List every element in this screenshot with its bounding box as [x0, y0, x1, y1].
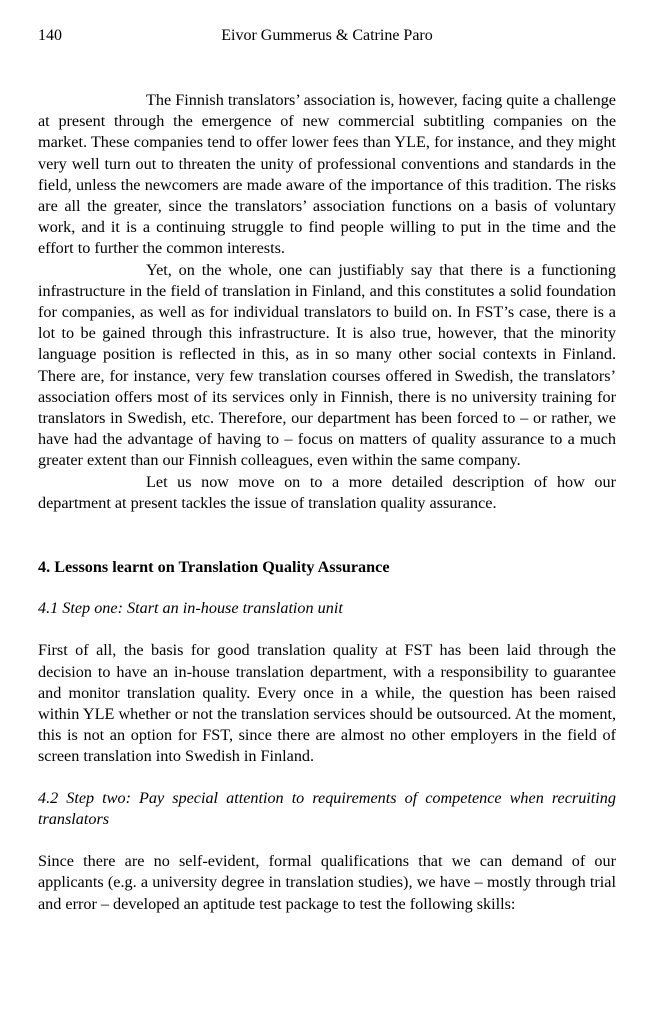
body-paragraph-3: Let us now move on to a more detailed description of how our department at present tackles the issue of translation quality assurance.	[38, 472, 616, 512]
section-heading: 4. Lessons learnt on Translation Quality Assurance	[38, 558, 390, 577]
page-number: 140	[38, 27, 62, 44]
subsection-heading-4-2: 4.2 Step two: Pay special attention to requirements of competence when recruiting translators	[38, 788, 616, 828]
subsection-4-2-paragraph: Since there are no self-evident, formal qualifications that we can demand of our applicants (e.g. a university degree in translation studies), we have – mostly through trial and error – developed an aptitude test package to test the following skills:	[38, 852, 616, 913]
page-header	[38, 25, 616, 47]
subsection-heading-4-1: 4.1 Step one: Start an in-house translation unit	[38, 599, 343, 618]
body-paragraph-2: Yet, on the whole, one can justifiably say that there is a functioning infrastructure in the field of translation in Finland, and this constitutes a solid foundation for companies, as well as for individual translators to build on. In FST’s case, there is a lot to be gained through this infrastructure. It is also true, however, that the minority language position is reflected in this, as in so many other social contexts in Finland. There are, for instance, very few translation courses offered in Swedish, the translators’ association offers most of its services only in Finnish, there is no university training for translators in Swedish, etc. Therefore, our department has been forced to – or rather, we have had the advantage of having to – focus on matters of quality assurance to a much greater extent than our Finnish colleagues, even within the same company.	[38, 260, 616, 470]
running-title: Eivor Gummerus & Catrine Paro	[221, 27, 433, 44]
body-paragraph-1: The Finnish translators’ association is, however, facing quite a challenge at present through the emergence of new commercial subtitling companies on the market. These companies tend to offer lower fees than YLE, for instance, and they might very well turn out to threaten the unity of professional conventions and standards in the field, unless the newcomers are made aware of the importance of this tradition. The risks are all the greater, since the translators’ association functions on a basis of voluntary work, and it is a continuing struggle to find people willing to put in the time and the effort to further the common interests.	[38, 91, 616, 258]
subsection-4-1-paragraph: First of all, the basis for good translation quality at FST has been laid through the decision to have an in-house translation department, with a responsibility to guarantee and monitor translation quality. Every once in a while, the question has been raised within YLE whether or not the translation services should be outsourced. At the moment, this is not an option for FST, since there are almost no other employers in the field of screen translation into Swedish in Finland.	[38, 641, 616, 766]
page-content	[38, 90, 616, 915]
